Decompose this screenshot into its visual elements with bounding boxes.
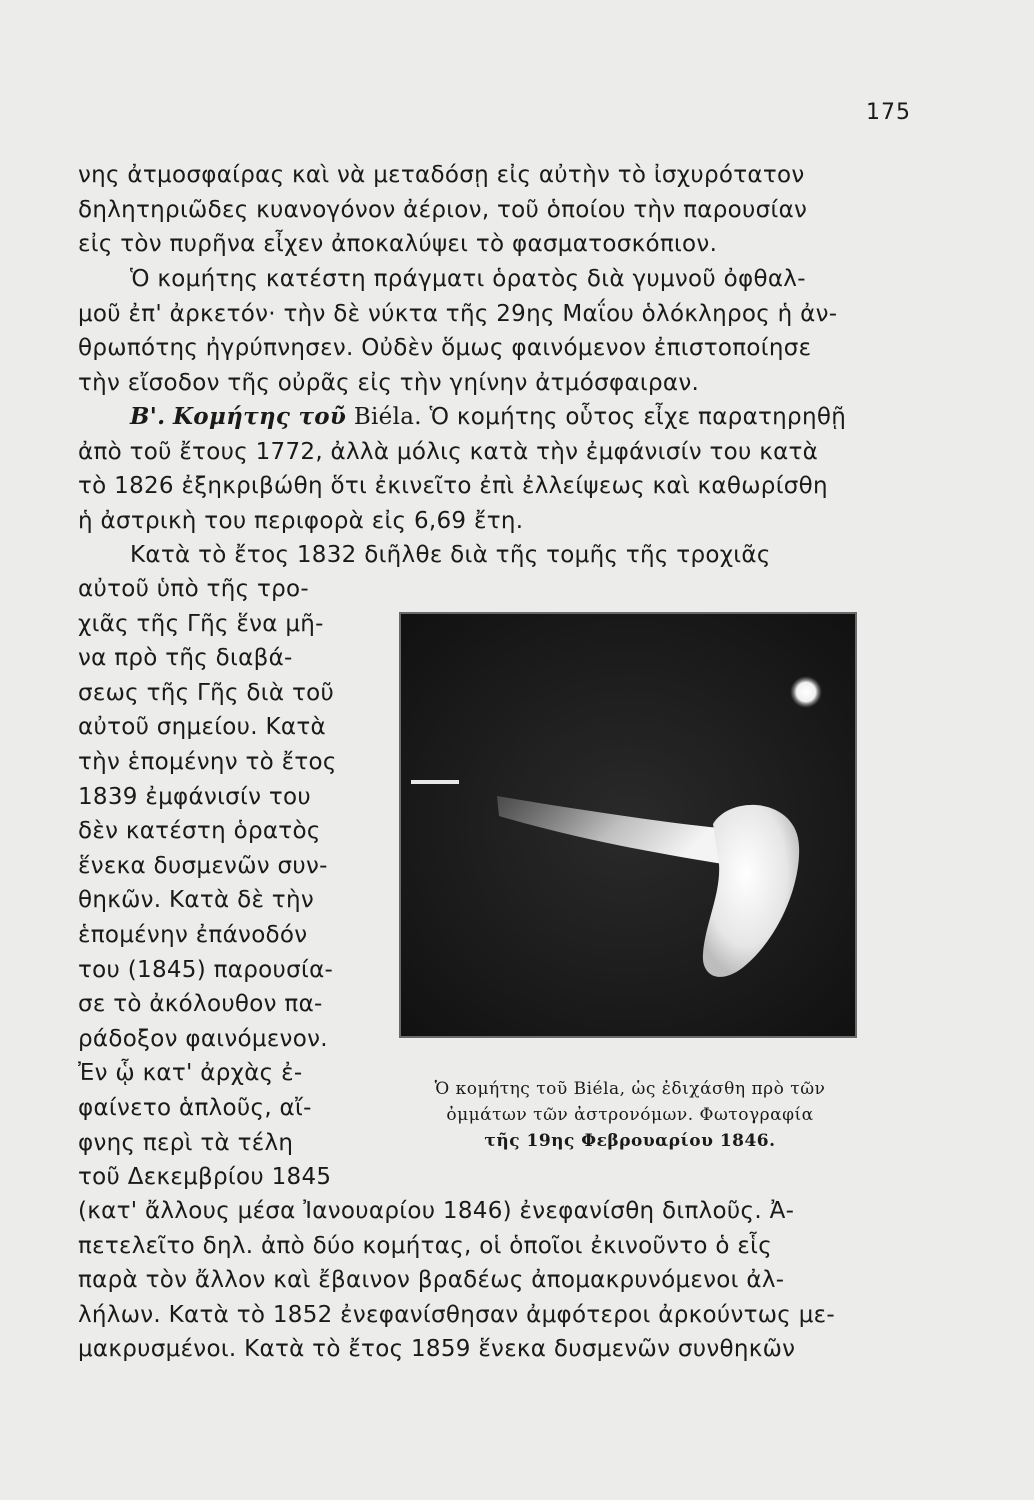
caption-line: τῆς 19ης Φεβρουαρίου 1846. (484, 1131, 776, 1151)
figure-caption (370, 1076, 890, 1154)
paragraph-2 (78, 262, 938, 400)
caption-line: ὀμμάτων τῶν ἀστρονόμων. Φωτογραφία (446, 1105, 814, 1125)
text-line: αὐτοῦ σημείου. Κατὰ (78, 714, 326, 741)
text-line: μακρυσμένοι. Κατὰ τὸ ἔτος 1859 ἕνεκα δυσμενῶν συνθηκῶν (78, 1336, 796, 1363)
text-line: πετελεῖτο δηλ. ἀπὸ δύο κομήτας, οἱ ὁποῖοι ἐκινοῦντο ὁ εἷς (78, 1232, 772, 1259)
text-line: λήλων. Κατὰ τὸ 1852 ἐνεφανίσθησαν ἀμφότεροι ἀρκούντως με- (78, 1301, 835, 1328)
text-line: νης ἀτμοσφαίρας καὶ νὰ μεταδόσῃ εἰς αὐτὴν τὸ ἰσχυρότατον (78, 162, 805, 188)
paragraph-4-start (78, 538, 938, 573)
text-line: ἕνεκα δυσμενῶν συν- (78, 852, 328, 879)
text-line: Ἐν ᾧ κατ' ἀρχὰς ἐ- (78, 1060, 303, 1087)
text-line: Κατὰ τὸ ἔτος 1832 διῆλθε διὰ τῆς τομῆς τῆς τροχιᾶς (130, 542, 771, 568)
text-line: παρὰ τὸν ἄλλον καὶ ἔβαινον βραδέως ἀπομακρυνόμενοι ἀλ- (78, 1267, 785, 1294)
text-line: δηλητηριῶδες κυανογόνον ἀέριον, τοῦ ὁποίου τὴν παρουσίαν (78, 196, 808, 223)
text-line: αὐτοῦ ὑπὸ τῆς τρο- (78, 576, 309, 602)
text-line: τοῦ Δεκεμβρίου 1845 (78, 1164, 332, 1191)
section-heading: Κομήτης τοῦ (173, 403, 347, 430)
text-line: Ὁ κομήτης κατέστη πράγματι ὁρατὸς διὰ γυμνοῦ ὀφθαλ- (130, 266, 806, 292)
section-first-line-rest: Ὁ κομήτης οὗτος εἶχε παρατηρηθῇ (429, 404, 847, 430)
section-heading-name: Biéla. (353, 404, 422, 430)
caption-line: Ὁ κομήτης τοῦ Biéla, ὡς ἐδιχάσθη πρὸ τῶν (434, 1079, 826, 1099)
text-line: ἀπὸ τοῦ ἔτους 1772, ἀλλὰ μόλις κατὰ τὴν ἐμφάνισίν του κατὰ (78, 438, 819, 465)
comet-image (401, 614, 855, 1036)
text-line: δὲν κατέστη ὁρατὸς (78, 818, 321, 845)
text-line: σεως τῆς Γῆς διὰ τοῦ (78, 679, 335, 706)
text-line: ράδοξον φαινόμενον. (78, 1025, 328, 1052)
companion-comet-icon (790, 676, 822, 708)
text-line: μοῦ ἐπ' ἀρκετόν· τὴν δὲ νύκτα τῆς 29ης Μαΐου ὁλόκληρος ἡ ἀν- (78, 300, 838, 327)
text-line: τὸ 1826 ἐξηκριβώθη ὅτι ἐκινεῖτο ἐπὶ ἐλλείψεως καὶ καθωρίσθη (78, 473, 828, 500)
text-line: τὴν ἑπομένην τὸ ἔτος (78, 748, 337, 775)
text-line: θρωπότης ἠγρύπνησεν. Οὐδὲν ὅμως φαινόμενον ἐπιστοποίησε (78, 335, 812, 362)
text-line: χιᾶς τῆς Γῆς ἕνα μῆ- (78, 610, 324, 637)
comet-photograph (399, 612, 857, 1038)
paragraph-4-continued (78, 1194, 938, 1367)
narrow-column (78, 572, 378, 1195)
text-line: φνης περὶ τὰ τέλη (78, 1129, 294, 1156)
text-line: ἑπομένην ἐπάνοδόν (78, 921, 308, 948)
text-line: 1839 ἐμφάνισίν του (78, 783, 312, 810)
page-number: 175 (866, 100, 911, 125)
text-line: του (1845) παρουσία- (78, 956, 334, 983)
text-line: φαίνετο ἁπλοῦς, αἴ- (78, 1094, 312, 1121)
paragraph-1 (78, 158, 938, 262)
section-heading-line (78, 400, 938, 435)
text-line: ἡ ἀστρικὴ του περιφορὰ εἰς 6,69 ἔτη. (78, 507, 524, 534)
section-label: Β'. (130, 403, 166, 430)
marker-line (411, 780, 459, 784)
text-line: θηκῶν. Κατὰ δὲ τὴν (78, 887, 314, 914)
text-line: να πρὸ τῆς διαβά- (78, 645, 293, 672)
section-biela (78, 400, 938, 538)
text-line: (κατ' ἄλλους μέσα Ἰανουαρίου 1846) ἐνεφανίσθη διπλοῦς. Ἀ- (78, 1198, 795, 1224)
text-line: τὴν εἴσοδον τῆς οὐρᾶς εἰς τὴν γηίνην ἀτμόσφαιραν. (78, 369, 700, 396)
text-line: εἰς τὸν πυρῆνα εἶχεν ἀποκαλύψει τὸ φασματοσκόπιον. (78, 231, 718, 258)
text-line: σε τὸ ἀκόλουθον πα- (78, 991, 323, 1018)
